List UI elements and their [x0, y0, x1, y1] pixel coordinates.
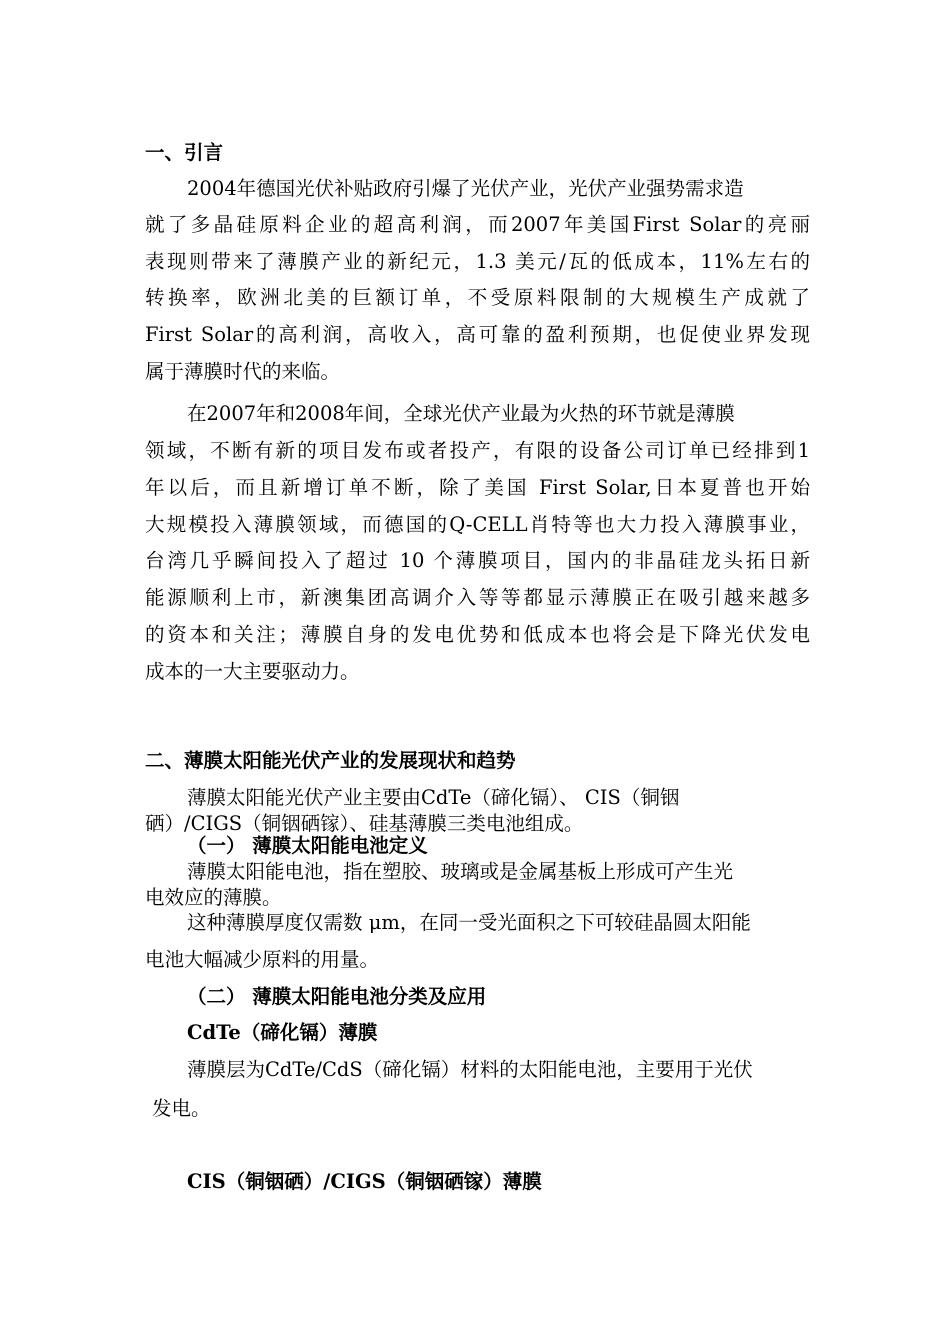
paragraph-line: 能源顺利上市，新澳集团高调介入等等都显示薄膜正在吸引越来越多 [145, 586, 810, 609]
paragraph-line: 就了多晶硅原料企业的超高利润，而2007年美国First Solar的亮丽 [145, 213, 810, 236]
paragraph-line: 薄膜层为CdTe/CdS（碲化镉）材料的太阳能电池，主要用于光伏 [187, 1058, 753, 1081]
cis-cigs-title: CIS（铜铟硒）/CIGS（铜铟硒镓）薄膜 [187, 1170, 542, 1193]
paragraph-line: First Solar的高利润，高收入，高可靠的盈利预期，也促使业界发现 [145, 323, 810, 346]
subsection-heading-definition: （一） 薄膜太阳能电池定义 [187, 834, 428, 857]
paragraph-line: 薄膜太阳能光伏产业主要由CdTe（碲化镉）、 CIS（铜铟 [187, 786, 680, 809]
section2-heading: 二、薄膜太阳能光伏产业的发展现状和趋势 [145, 749, 516, 772]
paragraph-line: 硒）/CIGS（铜铟硒镓）、硅基薄膜三类电池组成。 [145, 812, 584, 835]
paragraph-line: 电效应的薄膜。 [145, 886, 282, 909]
paragraph-line: 薄膜太阳能电池，指在塑胶、玻璃或是金属基板上形成可产生光 [187, 860, 734, 883]
paragraph-line: 电池大幅减少原料的用量。 [145, 948, 380, 971]
paragraph-line: 领域，不断有新的项目发布或者投产，有限的设备公司订单已经排到1 [145, 439, 810, 462]
paragraph-line: 转换率，欧洲北美的巨额订单，不受原料限制的大规模生产成就了 [145, 286, 810, 309]
paragraph-line: 2004年德国光伏补贴政府引爆了光伏产业，光伏产业强势需求造 [187, 177, 744, 200]
paragraph-line: 大规模投入薄膜领域，而德国的Q-CELL肖特等也大力投入薄膜事业， [145, 513, 810, 536]
paragraph-line: 在2007年和2008年间，全球光伏产业最为火热的环节就是薄膜 [187, 402, 735, 425]
paragraph-line: 表现则带来了薄膜产业的新纪元，1.3 美元/瓦的低成本，11%左右的 [145, 250, 810, 273]
paragraph-line: 发电。 [152, 1097, 211, 1120]
subsection-heading-classification: （二） 薄膜太阳能电池分类及应用 [187, 985, 487, 1008]
paragraph-line: 年以后，而且新增订单不断，除了美国 First Solar,日本夏普也开始 [145, 476, 810, 499]
paragraph-line: 属于薄膜时代的来临。 [145, 360, 341, 383]
section1-heading: 一、引言 [145, 141, 224, 164]
paragraph-line: 成本的一大主要驱动力。 [145, 660, 360, 683]
paragraph-line: 台湾几乎瞬间投入了超过 10 个薄膜项目，国内的非晶硅龙头拓日新 [145, 549, 810, 572]
paragraph-line: 这种薄膜厚度仅需数 μm，在同一受光面积之下可较硅晶圆太阳能 [187, 911, 751, 934]
paragraph-line: 的资本和关注；薄膜自身的发电优势和低成本也将会是下降光伏发电 [145, 623, 810, 646]
cdte-title: CdTe（碲化镉）薄膜 [187, 1021, 378, 1044]
